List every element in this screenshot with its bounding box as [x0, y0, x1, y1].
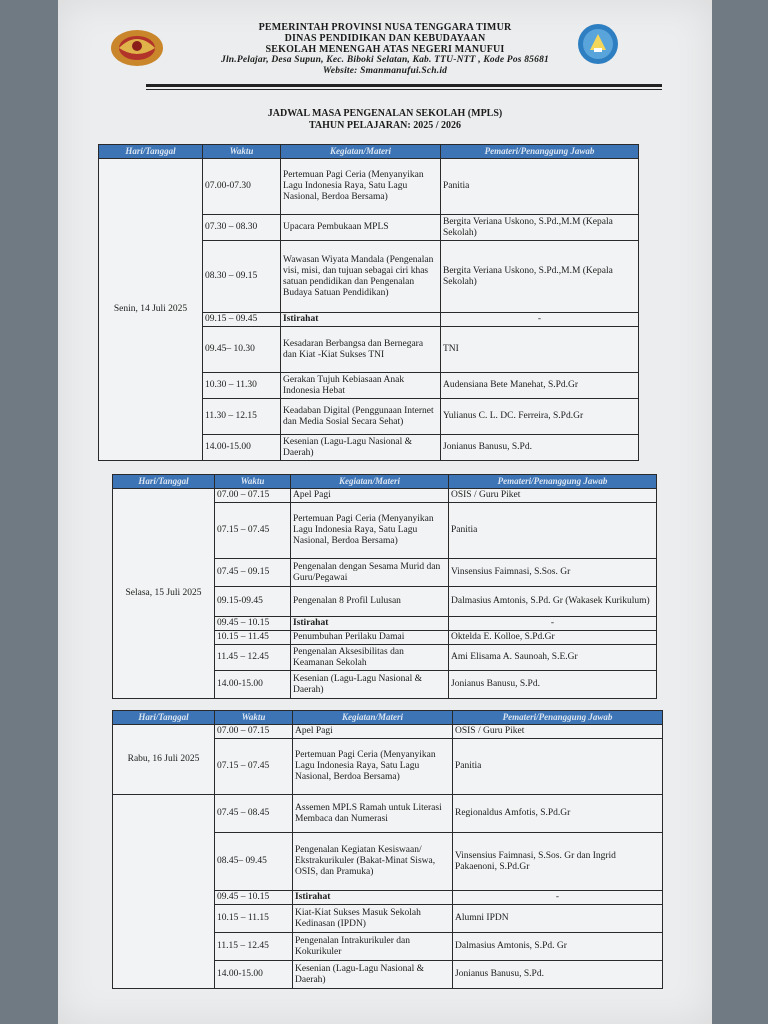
title-line-1: JADWAL MASA PENGENALAN SEKOLAH (MPLS)	[267, 108, 503, 119]
time-cell: 07.00-07.30	[203, 159, 281, 215]
time-cell: 07.30 – 08.30	[203, 215, 281, 241]
activity-cell: Pertemuan Pagi Ceria (Menyanyikan Lagu Indonesia Raya, Satu Lagu Nasional, Berdoa Bersama)	[293, 739, 453, 795]
time-cell: 14.00-15.00	[203, 435, 281, 461]
pic-cell: Jonianus Banusu, S.Pd.	[449, 671, 657, 699]
pic-cell: Bergita Veriana Uskono, S.Pd.,M.M (Kepala Sekolah)	[441, 241, 639, 313]
col-header-pic: Pemateri/Penanggung Jawab	[449, 475, 657, 489]
activity-cell: Keadaban Digital (Penggunaan Internet dan Media Sosial Secara Sehat)	[281, 399, 441, 435]
day-label: Selasa, 15 Juli 2025	[113, 489, 215, 699]
time-cell: 11.45 – 12.45	[215, 645, 291, 671]
activity-cell: Istirahat	[293, 891, 453, 905]
activity-cell: Kesadaran Berbangsa dan Bernegara dan Kiat -Kiat Sukses TNI	[281, 327, 441, 373]
letterhead	[58, 0, 712, 96]
pic-cell: -	[453, 891, 663, 905]
time-cell: 14.00-15.00	[215, 961, 293, 989]
schedule-table-monday	[98, 144, 639, 461]
col-header-pic: Pemateri/Penanggung Jawab	[453, 711, 663, 725]
time-cell: 07.00 – 07.15	[215, 725, 293, 739]
time-cell: 10.15 – 11.45	[215, 631, 291, 645]
government-line: PEMERINTAH PROVINSI NUSA TENGGARA TIMUR	[258, 22, 512, 33]
time-cell: 09.15-09.45	[215, 587, 291, 617]
table-row	[113, 489, 657, 503]
time-cell: 09.45– 10.30	[203, 327, 281, 373]
pic-cell: Yulianus C. L. DC. Ferreira, S.Pd.Gr	[441, 399, 639, 435]
pic-cell: Dalmasius Amtonis, S.Pd. Gr	[453, 933, 663, 961]
col-header-activity: Kegiatan/Materi	[291, 475, 449, 489]
pic-cell: Panitia	[453, 739, 663, 795]
school-name: SEKOLAH MENENGAH ATAS NEGERI MANUFUI	[265, 44, 505, 55]
col-header-day: Hari/Tanggal	[113, 475, 215, 489]
activity-cell: Penumbuhan Perilaku Damai	[291, 631, 449, 645]
tut-wuri-handayani-logo	[572, 22, 624, 66]
activity-cell: Pengenalan 8 Profil Lulusan	[291, 587, 449, 617]
pic-cell: Jonianus Banusu, S.Pd.	[453, 961, 663, 989]
pic-cell: OSIS / Guru Piket	[449, 489, 657, 503]
time-cell: 09.45 – 10.15	[215, 891, 293, 905]
activity-cell: Apel Pagi	[291, 489, 449, 503]
school-website: Website: Smanmanufui.Sch.id	[322, 66, 448, 76]
activity-cell: Pengenalan Kegiatan Kesiswaan/ Ekstrakurikuler (Bakat-Minat Siswa, OSIS, dan Pramuka)	[293, 833, 453, 891]
pic-cell: -	[449, 617, 657, 631]
pic-cell: -	[441, 313, 639, 327]
time-cell: 08.30 – 09.15	[203, 241, 281, 313]
time-cell: 14.00-15.00	[215, 671, 291, 699]
activity-cell: Kesenian (Lagu-Lagu Nasional & Daerah)	[281, 435, 441, 461]
time-cell: 07.00 – 07.15	[215, 489, 291, 503]
activity-cell: Pengenalan Aksesibilitas dan Keamanan Sekolah	[291, 645, 449, 671]
pic-cell: Panitia	[449, 503, 657, 559]
department-line: DINAS PENDIDIKAN DAN KEBUDAYAAN	[284, 33, 486, 44]
school-address: Jln.Pelajar, Desa Supun, Kec. Biboki Selatan, Kab. TTU-NTT , Kode Pos 85681	[221, 55, 549, 65]
activity-cell: Upacara Pembukaan MPLS	[281, 215, 441, 241]
activity-cell: Gerakan Tujuh Kebiasaan Anak Indonesia Hebat	[281, 373, 441, 399]
letterhead-rule-thin	[146, 89, 662, 90]
pic-cell: Ami Elisama A. Saunoah, S.E.Gr	[449, 645, 657, 671]
pic-cell: TNI	[441, 327, 639, 373]
activity-cell: Apel Pagi	[293, 725, 453, 739]
time-cell: 07.15 – 07.45	[215, 739, 293, 795]
col-header-day: Hari/Tanggal	[99, 145, 203, 159]
provincial-emblem-logo	[108, 26, 166, 70]
col-header-pic: Pemateri/Penanggung Jawab	[441, 145, 639, 159]
col-header-day: Hari/Tanggal	[113, 711, 215, 725]
col-header-time: Waktu	[215, 475, 291, 489]
day-continuation-cell	[113, 795, 215, 989]
pic-cell: Jonianus Banusu, S.Pd.	[441, 435, 639, 461]
activity-cell: Pengenalan dengan Sesama Murid dan Guru/Pegawai	[291, 559, 449, 587]
document-sheet	[58, 0, 712, 1024]
pic-cell: Oktelda E. Kolloe, S.Pd.Gr	[449, 631, 657, 645]
time-cell: 09.45 – 10.15	[215, 617, 291, 631]
col-header-time: Waktu	[203, 145, 281, 159]
pic-cell: Panitia	[441, 159, 639, 215]
schedule-table-wednesday	[112, 710, 663, 989]
activity-cell: Wawasan Wiyata Mandala (Pengenalan visi, misi, dan tujuan sebagai ciri khas satuan pendidikan dan Pengenalan Budaya Satuan Pendidikan)	[281, 241, 441, 313]
activity-cell: Pengenalan Intrakurikuler dan Kokurikuler	[293, 933, 453, 961]
activity-cell: Kiat-Kiat Sukses Masuk Sekolah Kedinasan (IPDN)	[293, 905, 453, 933]
activity-cell: Assemen MPLS Ramah untuk Literasi Membaca dan Numerasi	[293, 795, 453, 833]
time-cell: 10.15 – 11.15	[215, 905, 293, 933]
time-cell: 11.15 – 12.45	[215, 933, 293, 961]
table-row	[113, 725, 663, 739]
activity-cell: Kesenian (Lagu-Lagu Nasional & Daerah)	[293, 961, 453, 989]
pic-cell: Regionaldus Amfotis, S.Pd.Gr	[453, 795, 663, 833]
letterhead-rule-thick	[146, 84, 662, 87]
time-cell: 10.30 – 11.30	[203, 373, 281, 399]
activity-cell: Pertemuan Pagi Ceria (Menyanyikan Lagu Indonesia Raya, Satu Lagu Nasional, Berdoa Bersama)	[291, 503, 449, 559]
time-cell: 07.45 – 08.45	[215, 795, 293, 833]
activity-cell: Istirahat	[281, 313, 441, 327]
time-cell: 11.30 – 12.15	[203, 399, 281, 435]
day-label: Rabu, 16 Juli 2025	[113, 725, 215, 795]
activity-cell: Kesenian (Lagu-Lagu Nasional & Daerah)	[291, 671, 449, 699]
pic-cell: Bergita Veriana Uskono, S.Pd.,M.M (Kepala Sekolah)	[441, 215, 639, 241]
pic-cell: OSIS / Guru Piket	[453, 725, 663, 739]
time-cell: 07.15 – 07.45	[215, 503, 291, 559]
time-cell: 08.45– 09.45	[215, 833, 293, 891]
pic-cell: Audensiana Bete Manehat, S.Pd.Gr	[441, 373, 639, 399]
pic-cell: Dalmasius Amtonis, S.Pd. Gr (Wakasek Kurikulum)	[449, 587, 657, 617]
pic-cell: Alumni IPDN	[453, 905, 663, 933]
pic-cell: Vinsensius Faimnasi, S.Sos. Gr dan Ingrid Pakaenoni, S.Pd.Gr	[453, 833, 663, 891]
col-header-time: Waktu	[215, 711, 293, 725]
day-label: Senin, 14 Juli 2025	[99, 159, 203, 461]
col-header-activity: Kegiatan/Materi	[293, 711, 453, 725]
activity-cell: Istirahat	[291, 617, 449, 631]
pic-cell: Vinsensius Faimnasi, S.Sos. Gr	[449, 559, 657, 587]
activity-cell: Pertemuan Pagi Ceria (Menyanyikan Lagu Indonesia Raya, Satu Lagu Nasional, Berdoa Bersama)	[281, 159, 441, 215]
table-row	[99, 159, 639, 215]
table-row	[113, 795, 663, 833]
col-header-activity: Kegiatan/Materi	[281, 145, 441, 159]
time-cell: 09.15 – 09.45	[203, 313, 281, 327]
title-line-2: TAHUN PELAJARAN: 2025 / 2026	[308, 120, 462, 131]
document-title	[58, 108, 712, 148]
schedule-table-tuesday	[112, 474, 657, 699]
time-cell: 07.45 – 09.15	[215, 559, 291, 587]
